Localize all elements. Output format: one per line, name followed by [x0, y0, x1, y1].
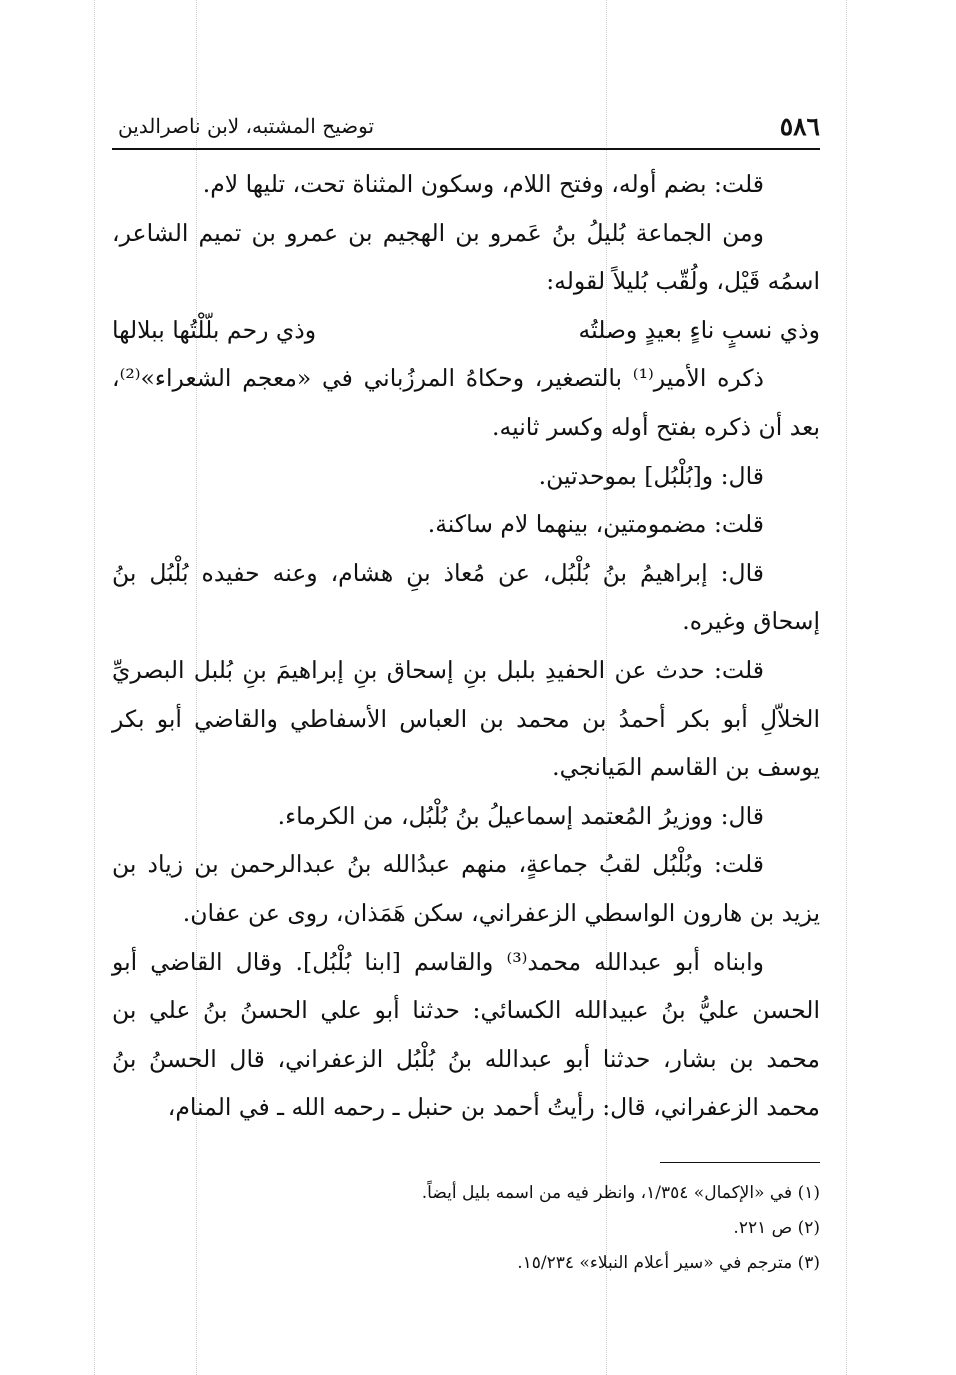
footnote: (٣) مترجم في «سير أعلام النبلاء» ١٥/٢٣٤. [517, 1253, 820, 1273]
paragraph: قلت: حدث عن الحفيدِ بلبل بنِ إسحاق بنِ إبراهيمَ بنِ بُلبل البصريِّ الخلاّلِ أبو بكر أحمدُ بن محمد بن العباس الأسفاطي والقاضي أبو بكر يوسف بن القاسم المَيانجي. [112, 655, 820, 782]
footnotes [112, 1176, 820, 1281]
paragraph: وابناه أبو عبدالله محمد⁽³⁾ والقاسم [ابنا بُلْبُل]. وقال القاضي أبو الحسن عليُّ بنُ عبيدالله الكسائي: حدثنا أبو علي الحسنُ بنُ علي بن محمد بن بشار، حدثنا أبو عبدالله بنُ بُلْبُل الزعفراني، قال الحسنُ بنُ محمد الزعفراني، قال: رأيتُ أحمد بن حنبل ـ رحمه الله ـ في المنام، [112, 947, 820, 1122]
paragraph: قلت: وبُلْبُل لقبُ جماعةٍ، منهم عبدُالله بنُ عبدالرحمن بن زياد بن يزيد بن هارون الواسطي الزعفراني، سكن هَمَذان، روى عن عفان. [112, 850, 820, 927]
paragraph: ومن الجماعة بُليلُ بنُ عَمرو بن الهجيم بن عمرو بن تميم الشاعر، اسمُه قَيْل، ولُقّب بُليلاً لقوله: [112, 218, 820, 296]
page-number: ٥٨٦ [779, 112, 820, 141]
scan-artifact-line [94, 0, 95, 1375]
scan-artifact-line [846, 0, 847, 1375]
paragraph: قال: و[بُلْبُل] بموحدتين. [538, 461, 764, 490]
paragraph: قلت: مضمومتين، بينهما لام ساكنة. [427, 510, 764, 539]
page-header [112, 106, 820, 150]
paragraph: ذكره الأمير⁽¹⁾ بالتصغير، وحكاهُ المرزُباني في «معجم الشعراء»⁽²⁾، بعد أن ذكره بفتح أوله وكسر ثانيه. [112, 364, 820, 441]
header-divider [112, 148, 820, 150]
paragraph: قال: إبراهيمُ بنُ بُلْبُل، عن مُعاذ بنِ هشام، وعنه حفيده بُلْبُل بنُ إسحاق وغيره. [112, 558, 820, 636]
poem-hemistich: وذي نسبٍ ناءٍ بعيدٍ وصلتُه [578, 315, 820, 344]
paragraph: قلت: بضم أوله، وفتح اللام، وسكون المثناة تحت، تليها لام. [202, 170, 764, 198]
poem-verse [112, 306, 820, 355]
paragraph: قال: ووزيرُ المُعتمد إسماعيلُ بنُ بُلْبُل، من الكرماء. [277, 801, 764, 830]
poem-hemistich: وذي رحم بلّلْتُها ببلالها [112, 315, 317, 344]
main-text [112, 160, 820, 1132]
footnote-divider [660, 1162, 820, 1163]
running-title: توضيح المشتبه، لابن ناصرالدين [118, 114, 375, 138]
footnote: (٢) ص ٢٢١. [733, 1218, 820, 1238]
footnote: (١) في «الإكمال» ١/٣٥٤، وانظر فيه من اسمه بليل أيضاً. [421, 1183, 820, 1203]
